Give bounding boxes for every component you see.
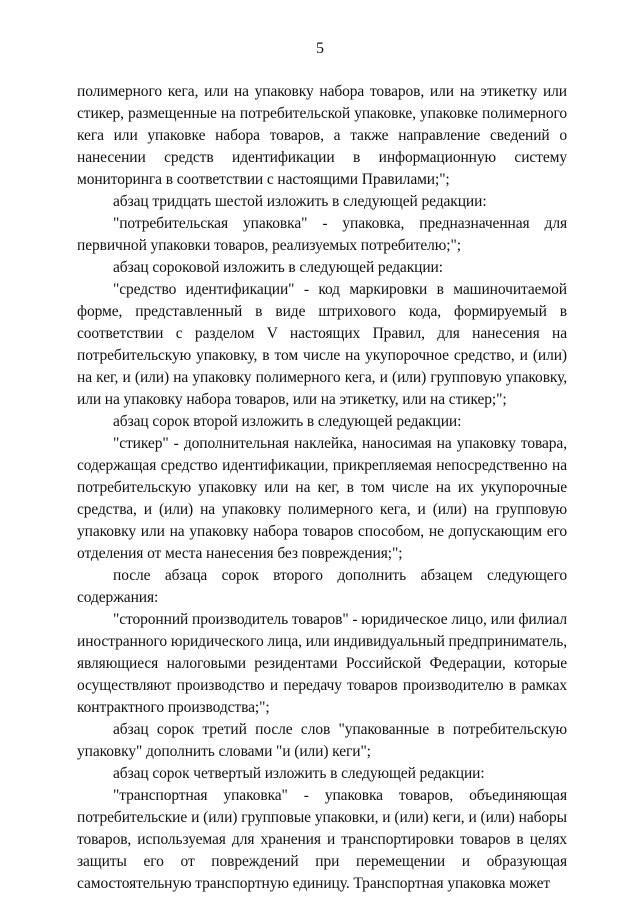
paragraph: "сторонний производитель товаров" - юридическое лицо, или филиал иностранного юридического лица, или индивидуальный предприниматель, являющиеся налоговыми резидентами Российской Федерации, которые осуществляют производство и передачу товаров производителю в рамках контрактного производства;";: [77, 611, 567, 716]
paragraph: "средство идентификации" - код маркировки в машиночитаемой форме, представленный в виде штрихового кода, формируемый в соответствии с разделом V настоящих Правил, для нанесения на потребительскую упаковку, в том числе на укупорочное средство, и (или) на кег, и (или) на упаковку полимерного кега, и (или) групповую упаковку, или на упаковку набора товаров, или на этикетку, или на стикер;";: [77, 281, 567, 408]
paragraph: "потребительская упаковка" - упаковка, предназначенная для первичной упаковки товаров, реализуемых потребителю;";: [77, 215, 567, 254]
paragraph: абзац тридцать шестой изложить в следующей редакции:: [113, 193, 487, 210]
paragraph: "стикер" - дополнительная наклейка, наносимая на упаковку товара, содержащая средство идентификации, прикрепляемая непосредственно на потребительскую упаковку или на кег, в том числе на их укупорочные средства, и (или) на упаковку полимерного кега, и (или) на групповую упаковку или на упаковку набора товаров способом, не допускающим его отделения от места нанесения без повреждения;";: [77, 435, 567, 562]
document-body: [77, 81, 567, 895]
paragraph: "транспортная упаковка" - упаковка товаров, объединяющая потребительские и (или) групповые упаковки, и (или) кеги, и (или) наборы товаров, используемая для хранения и транспортировки товаров в целях защиты его от повреждений при перемещении и образующая самостоятельную транспортную единицу. Транспортная упаковка может: [77, 787, 567, 892]
paragraph: абзац сороковой изложить в следующей редакции:: [113, 259, 443, 276]
paragraph: после абзаца сорок второго дополнить абзацем следующего содержания:: [77, 567, 567, 606]
paragraph: полимерного кега, или на упаковку набора товаров, или на этикетку или стикер, размещенные на потребительской упаковке, упаковке полимерного кега или упаковке набора товаров, а также направление сведений о нанесении средств идентификации в информационную систему мониторинга в соответствии с настоящими Правилами;";: [77, 83, 567, 188]
page-number: 5: [316, 40, 324, 57]
paragraph: абзац сорок четвертый изложить в следующей редакции:: [113, 765, 485, 782]
paragraph: абзац сорок третий после слов "упакованные в потребительскую упаковку" дополнить словами "и (или) кеги";: [77, 721, 567, 760]
paragraph: абзац сорок второй изложить в следующей редакции:: [113, 413, 462, 430]
